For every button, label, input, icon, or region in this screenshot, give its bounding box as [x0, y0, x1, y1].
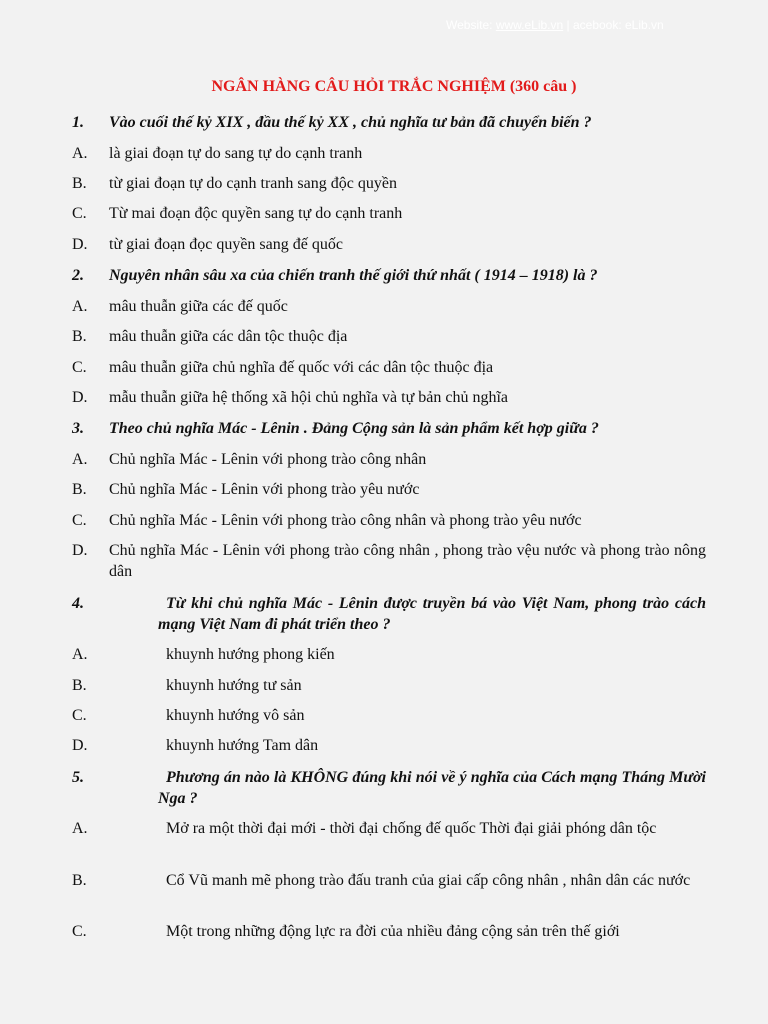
website-label: Website:	[446, 18, 496, 32]
option-3a	[72, 449, 706, 470]
question-text: Theo chủ nghĩa Mác - Lênin . Đảng Cộng sản là sản phẩm kết hợp giữa ?	[109, 420, 599, 437]
option-text: Mở ra một thời đại mới - thời đại chống đế quốc Thời đại giải phóng dân tộc	[166, 820, 657, 837]
facebook-label: | acebook: eLib.vn	[563, 18, 664, 32]
website-link[interactable]: www.eLib.vn	[495, 18, 564, 32]
option-label: B.	[72, 872, 87, 889]
option-4a	[72, 644, 706, 665]
option-label: C.	[72, 512, 87, 529]
site-header	[446, 18, 664, 32]
question-number: 3.	[72, 420, 84, 437]
page-title: NGÂN HÀNG CÂU HỎI TRẮC NGHIỆM (360 câu )	[211, 78, 577, 95]
option-label: C.	[72, 205, 87, 222]
option-text: là giai đoạn tự do sang tự do cạnh tranh	[109, 145, 363, 162]
option-text: từ giai đoạn đọc quyền sang đế quốc	[109, 236, 343, 253]
question-number: 2.	[72, 267, 84, 284]
option-text: Chủ nghĩa Mác - Lênin với phong trào công nhân và phong trào yêu nước	[109, 512, 582, 529]
option-4c	[72, 705, 706, 726]
option-5c	[72, 921, 706, 942]
option-text: khuynh hướng phong kiến	[166, 646, 335, 663]
option-label: D.	[72, 389, 88, 406]
option-text: mẫu thuẫn giữa hệ thống xã hội chủ nghĩa và tự bản chủ nghĩa	[109, 389, 509, 406]
option-3c	[72, 510, 706, 531]
option-5a	[72, 818, 706, 839]
question-5	[72, 767, 706, 809]
question-1	[72, 112, 706, 133]
option-label: C.	[72, 923, 87, 940]
option-1d	[72, 234, 706, 255]
question-text: Phương án nào là KHÔNG đúng khi nói về ý nghĩa của Cách mạng Tháng Mười Nga ?	[158, 769, 706, 807]
option-text: Chủ nghĩa Mác - Lênin với phong trào công nhân , phong trào vệu nước và phong trào nông dân	[109, 542, 706, 580]
option-label: C.	[72, 707, 87, 724]
option-label: B.	[72, 175, 87, 192]
option-2d	[72, 387, 706, 408]
option-text: Chủ nghĩa Mác - Lênin với phong trào công nhân	[109, 451, 427, 468]
option-text: Từ mai đoạn độc quyền sang tự do cạnh tranh	[109, 205, 403, 222]
option-text: khuynh hướng vô sản	[166, 707, 305, 724]
option-1b	[72, 173, 706, 194]
option-text: từ giai đoạn tự do cạnh tranh sang độc quyền	[109, 175, 397, 192]
option-2c	[72, 357, 706, 378]
option-label: A.	[72, 451, 88, 468]
question-number: 1.	[72, 114, 84, 131]
option-text: mâu thuẫn giữa các dân tộc thuộc địa	[109, 328, 348, 345]
option-4d	[72, 735, 706, 756]
option-label: A.	[72, 145, 88, 162]
question-number: 4.	[72, 595, 84, 612]
option-label: D.	[72, 542, 88, 559]
question-text: Vào cuối thế kỷ XIX , đầu thế kỷ XX , chủ nghĩa tư bản đã chuyển biến ?	[109, 114, 592, 131]
option-1a	[72, 143, 706, 164]
question-number: 5.	[72, 769, 84, 786]
option-text: Một trong những động lực ra đời của nhiều đảng cộng sản trên thế giới	[166, 923, 620, 940]
question-2	[72, 265, 706, 286]
option-3b	[72, 479, 706, 500]
question-3	[72, 418, 706, 439]
option-label: D.	[72, 236, 88, 253]
option-text: khuynh hướng Tam dân	[166, 737, 319, 754]
option-label: D.	[72, 737, 88, 754]
option-text: Cổ Vũ manh mẽ phong trào đấu tranh của giai cấp công nhân , nhân dân các nước	[166, 872, 691, 889]
option-text: Chủ nghĩa Mác - Lênin với phong trào yêu nước	[109, 481, 420, 498]
option-label: B.	[72, 328, 87, 345]
option-2a	[72, 296, 706, 317]
option-4b	[72, 675, 706, 696]
option-text: mâu thuẫn giữa chủ nghĩa đế quốc với các dân tộc thuộc địa	[109, 359, 494, 376]
option-label: B.	[72, 481, 87, 498]
option-5b	[72, 870, 706, 891]
option-label: B.	[72, 677, 87, 694]
option-label: A.	[72, 820, 88, 837]
option-text: mâu thuẫn giữa các đế quốc	[109, 298, 288, 315]
option-1c	[72, 203, 706, 224]
option-label: A.	[72, 646, 88, 663]
option-text: khuynh hướng tư sản	[166, 677, 302, 694]
option-3d	[72, 540, 706, 582]
option-label: A.	[72, 298, 88, 315]
question-text: Từ khi chủ nghĩa Mác - Lênin được truyền bá vào Việt Nam, phong trào cách mạng Việt Nam đi phát triển theo ?	[158, 595, 706, 633]
question-4	[72, 593, 706, 635]
option-2b	[72, 326, 706, 347]
question-text: Nguyên nhân sâu xa của chiến tranh thế giới thứ nhất ( 1914 – 1918) là ?	[109, 267, 598, 284]
option-label: C.	[72, 359, 87, 376]
